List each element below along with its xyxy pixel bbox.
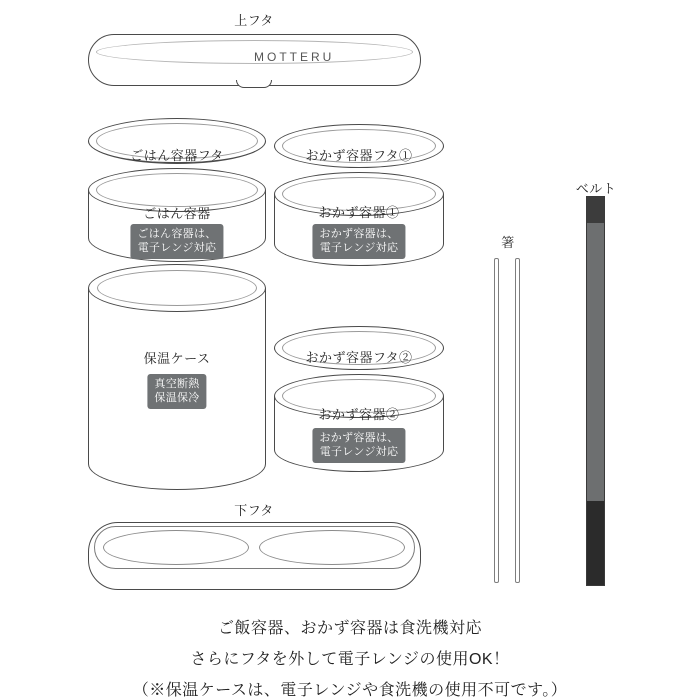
bottom-lid-hole-left (103, 530, 249, 565)
footer-line-2: さらにフタを外して電子レンジの使用OK！ (190, 651, 510, 668)
badge-thermos-line2: 保温保冷 (154, 392, 200, 404)
label-side-lid-1: おかず容器フタ① (305, 148, 413, 163)
badge-side2-line1: おかず容器は、 (319, 432, 399, 444)
label-side-container-1: おかず容器① (318, 205, 400, 220)
badge-side2-line2: 電子レンジ対応 (319, 446, 399, 458)
label-top-lid: 上フタ (234, 13, 274, 28)
badge-rice-microwave (130, 224, 223, 259)
thermos-case-inner-ellipse (97, 270, 257, 306)
label-thermos-case: 保温ケース (143, 351, 211, 366)
badge-rice-line2: 電子レンジ対応 (137, 242, 217, 254)
top-lid-notch (236, 80, 272, 88)
footer-line-3: （※保温ケースは、電子レンジや食洗機の使用不可です。） (132, 682, 568, 699)
chopstick-left (494, 258, 499, 583)
label-chopsticks: 箸 (501, 235, 515, 250)
badge-rice-line1: ごはん容器は、 (137, 228, 217, 240)
label-side-lid-2: おかず容器フタ② (305, 350, 413, 365)
label-rice-container: ごはん容器 (143, 206, 211, 221)
label-bottom-lid: 下フタ (234, 503, 274, 518)
belt-shape (586, 196, 605, 586)
brand-text: MOTTERU (254, 50, 335, 64)
badge-side1-line1: おかず容器は、 (319, 228, 399, 240)
badge-thermos-line1: 真空断熱 (154, 378, 200, 390)
label-side-container-2: おかず容器② (318, 407, 400, 422)
bottom-lid-hole-right (259, 530, 405, 565)
rice-container-inner-ellipse (96, 173, 258, 207)
label-belt: ベルト (575, 181, 617, 196)
badge-side1-line2: 電子レンジ対応 (319, 242, 399, 254)
badge-side2-microwave (312, 428, 405, 463)
badge-side1-microwave (312, 224, 405, 259)
label-rice-lid: ごはん容器フタ (130, 148, 224, 163)
footer-line-1: ご飯容器、おかず容器は食洗機対応 (217, 620, 483, 637)
badge-thermos (147, 374, 206, 409)
chopstick-right (515, 258, 520, 583)
